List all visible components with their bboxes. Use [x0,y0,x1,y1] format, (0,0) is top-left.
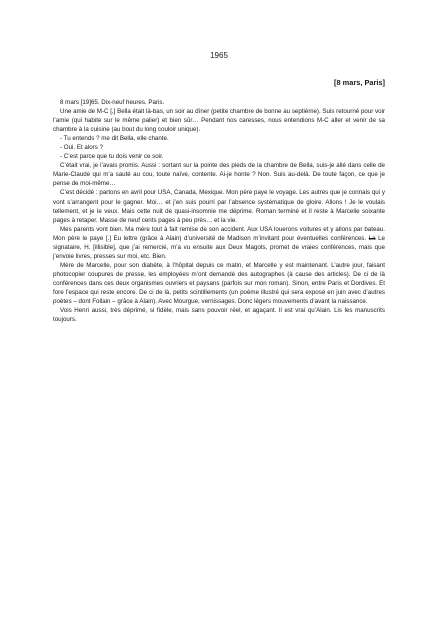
page-year-header: 1965 [210,51,228,60]
entry-date-heading: [8 mars, Paris] [334,78,385,87]
entry-paragraph: Une amie de M-C [,] Bella était là-bas, un soir au dîner (petite chambre de bonne au septième). Suis retourné pour voir l’amie (qui habite sur le même palier) et bien sûr… Pendant nos caresses, nous entendions M-C aller et venir de sa chambre à la cuisine (au bout du long couloir unique). [53,108,386,134]
paragraph-text: Mes parents vont bien. Ma mère tout à fait remise de son accident. Aux USA louerons voitures et y allons par bateau. Mon père le paye [.] Eu lettre (grâce à Alain) d’université de Madison m’invitant pour éventuelles conférences. [53,225,385,242]
entry-paragraph: 8 mars [19]65. Dix-neuf heures. Paris. [60,99,165,106]
dialogue-line: - Tu entends ? me dit Bella, elle chante. [60,135,169,143]
struck-word: La [368,234,376,242]
dialogue-line: - C’est parce que tu dois venir ce soir. [60,153,164,161]
dialogue-line: - Oui. Et alors ? [60,144,103,152]
entry-paragraph-with-strike [53,225,385,261]
entry-paragraph: C’est décidé : partons en avril pour USA, Canada, Mexique. Mon père paye le voyage. Les autres que je connais qui y vont s’arrangent pour le gagner. Moi… et j’en suis pourri par l’absence systématique de gloire. Allons ! Je le voulais tellement, et je le veux. Mais cette nuit de quasi-insomnie me déprime. Roman terminé et il reste à Marcelle soixante pages à retaper. Masse de neuf cents pages à peu près… et la vie. [53,189,385,224]
entry-paragraph: Vois Henri aussi, très déprimé, si fidèle, mais sans pouvoir réel, et agaçant. Il est vrai qu’Alain. Lis les manuscrits toujours. [53,307,385,324]
paragraph-continuation: Le signataire, H. [illisible], que j’ai remercié, m’a vu ensuite aux Deux Magots, promet de vraies conférences, mais que j’envoie livres, presses sur moi, etc. Bien. [53,234,385,260]
entry-body [53,98,385,324]
entry-paragraph: Mère de Marcelle, pour son diabète, à l’hôpital depuis ce matin, et Marcelle y est maintenant. L’autre jour, faisant photocopier coupures de presse, les employées m’ont demandé des autographes (à cause des articles). De ci de là conférences dans ces deux organismes ouvriers et paysans (parfois sur mon roman). Sinon, entre Paris et Dordives. Et fore l’espace qui reste encore. De ci de là, petits scintillements (un poème illustré qui sera exposé en juin avec d’autres poètes – dont Follain – grâce à Alain). Avec Mourgue, vernissages. Donc légers mouvements d’avant la naissance. [53,261,385,306]
entry-paragraph: C’était vrai, je l’avais promis. Aussi : sortant sur la pointe des pieds de la chambre de Bella, suis-je allé dans celle de Marie-Claude qui m’a sauté au cou, toute naïve, contente. Ai-je honte ? Non. Suis au-delà. De toute façon, ce que je pense de moi-même… [53,162,385,188]
